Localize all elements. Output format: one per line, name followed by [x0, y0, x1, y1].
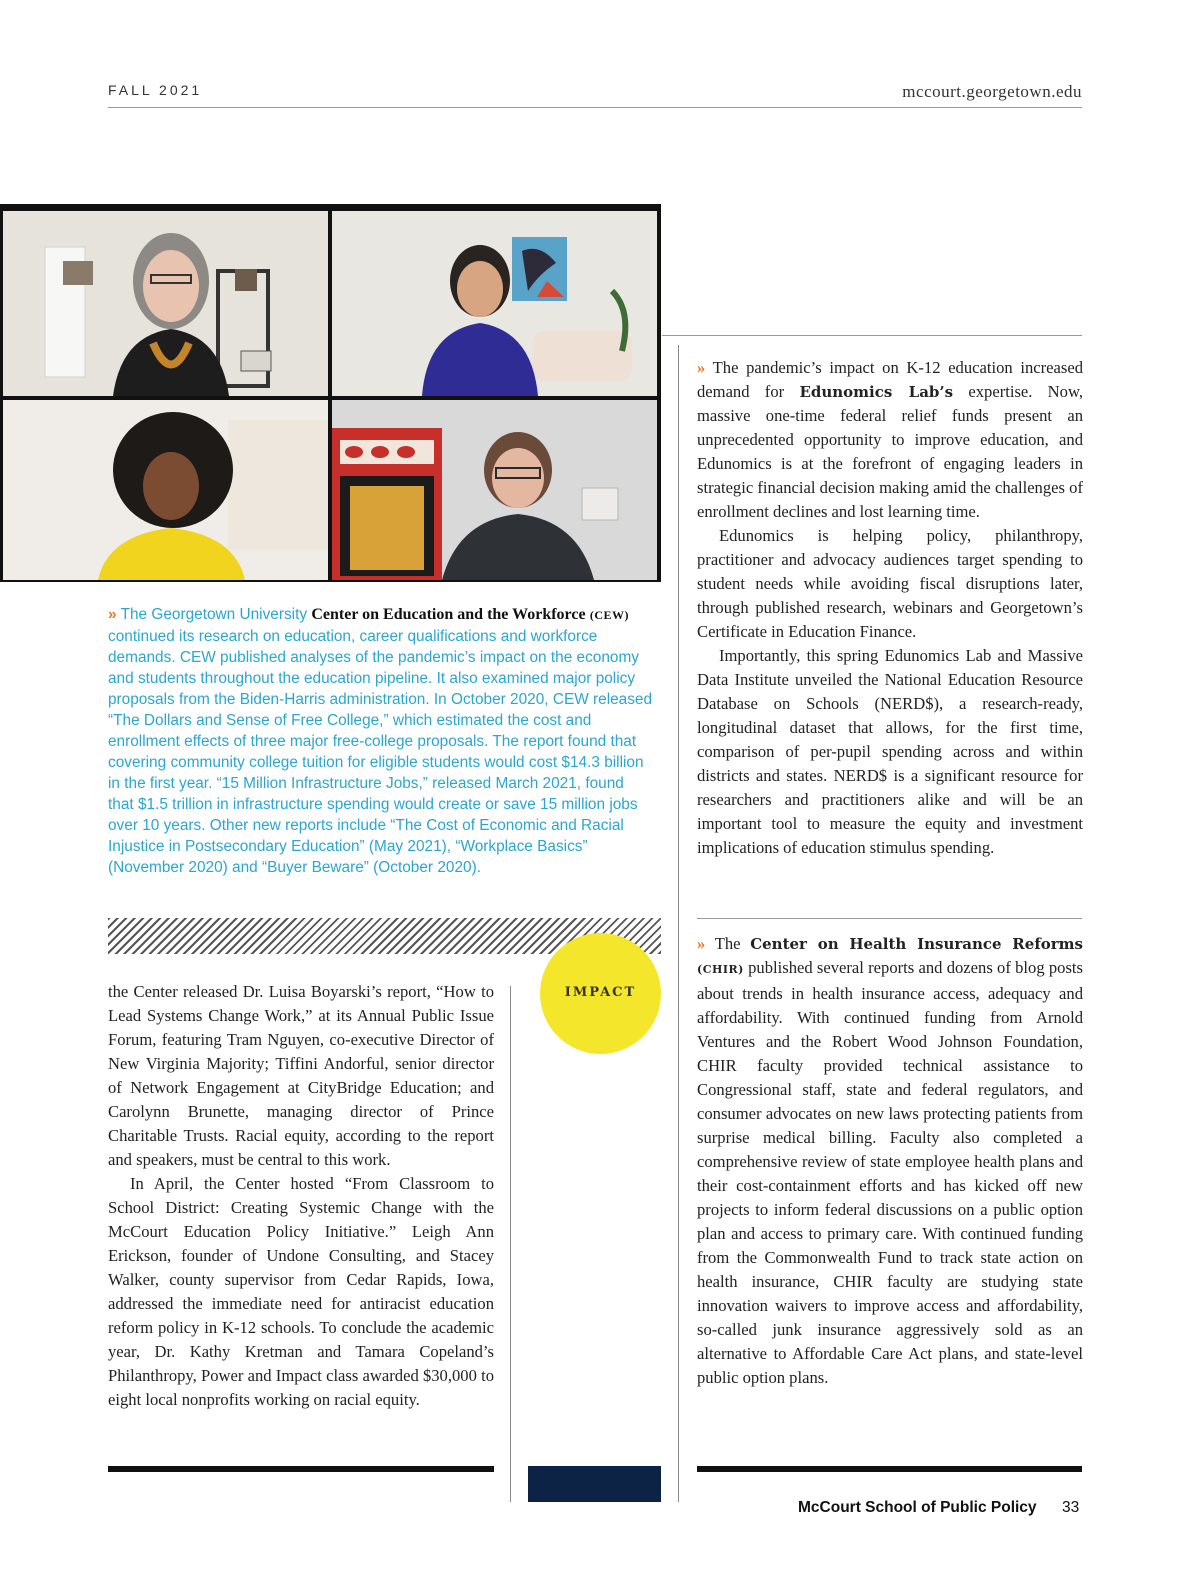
edunomics-paragraph-2: Edunomics is helping policy, philanthropy, practitioner and advocacy audiences target spending to student needs while avoiding fiscal disruptions later, through published research, webinars and Georgetown’s Certificate in Education Finance. — [697, 526, 1083, 641]
video-tile-participant-1 — [3, 211, 328, 396]
left-column — [108, 980, 494, 1412]
video-tile-participant-4 — [332, 400, 657, 580]
video-tile-participant-3 — [3, 400, 328, 580]
footer-school-name: McCourt School of Public Policy — [798, 1499, 1037, 1516]
chir-section — [697, 932, 1083, 1390]
caption-org-abbr: (CEW) — [589, 608, 630, 622]
header-rule — [108, 107, 1082, 108]
footer-bar-left — [108, 1466, 494, 1472]
chir-body: published several reports and dozens of blog posts about trends in health insurance access, adequacy and affordability. With continued funding from Arnold Ventures and the Robert Wood Johnson Foundation, CHIR faculty provided technical assistance to Congressional staff, state and federal regulators, and consumer advocates on new laws protecting patients from surprise medical billing. Faculty also completed a comprehensive review of state employee health plans and their cost-containment efforts and has kicked off new projects to inform federal discussions on a public option plan and access to primary care. With continued funding from the Commonwealth Fund to track state action on health insurance, CHIR faculty are studying state innovation waivers to improve access and affordability, so-called junk insurance aggressively sold as an alternative to Affordable Care Act plans, and state-level public option plans. — [697, 958, 1083, 1387]
edunomics-lead-end: expertise. Now, massive one-time federal relief funds present an unprecedented opportunity to improve education, and Edunomics is at the forefront of engaging leaders in strategic financial decision making amid the challenges of enrollment declines and lost learning time. — [697, 382, 1084, 521]
left-paragraph-1: the Center released Dr. Luisa Boyarski’s report, “How to Lead Systems Change Work,” at its Annual Public Issue Forum, featuring Tram Nguyen, co-executive Director of New Virginia Majority; Tiffini Andorful, senior director of Network Engagement at CityBridge Education; and Carolynn Brunette, managing director of Prince Charitable Trusts. Racial equity, according to the report and speakers, must be central to this work. — [108, 982, 494, 1169]
website-url: mccourt.georgetown.edu — [902, 82, 1082, 101]
impact-label: IMPACT — [564, 984, 637, 1000]
caption-lead: The Georgetown University — [120, 606, 308, 623]
left-paragraph-2: In April, the Center hosted “From Classroom to School District: Creating Systemic Change with the McCourt Education Policy Initiative.” Leigh Ann Erickson, founder of Undone Consulting, and Stacey Walker, county supervisor from Cedar Rapids, Iowa, addressed the immediate need for antiracist education reform policy in K-12 schools. To conclude the academic year, Dr. Kathy Kretman and Tamara Copeland’s Philanthropy, Power and Impact class awarded $30,000 to eight local nonprofits working on racial equity. — [108, 1174, 494, 1409]
impact-badge — [540, 933, 661, 1054]
right-column-mid-rule — [697, 918, 1082, 919]
video-tile-participant-2 — [332, 211, 657, 396]
column-rule-right — [678, 345, 679, 1502]
edunomics-paragraph-3: Importantly, this spring Edunomics Lab and Massive Data Institute unveiled the National Education Resource Database on Schools (NERD$), a research-ready, longitudinal dataset that allows, for the first time, comparison of per-pupil spending across and within districts and states. NERD$ is a significant resource for researchers and practitioners alike and will be an important tool to measure the equity and investment implications of education stimulus spending. — [697, 646, 1083, 857]
chevron-icon: » — [697, 934, 706, 953]
chir-lead: The — [714, 934, 741, 953]
issue-label: FALL 2021 — [108, 82, 203, 98]
caption-body: continued its research on education, career qualifications and workforce demands. CEW published analyses of the pandemic’s impact on the economy and students throughout the education pipeline. It also examined major policy proposals from the Biden-Harris administration. In October 2020, CEW released “The Dollars and Sense of Free College,” which estimated the cost and enrollment effects of three major free-college proposals. The report found that covering community college tuition for eligible students would cost $14.3 billion in the first year. “15 Million Infrastructure Jobs,” released March 2021, found that $1.5 trillion in infrastructure spending would create or save 15 million jobs over 10 years. Other new reports include “The Cost of Economic and Racial Injustice in Postsecondary Education” (May 2021), “Workplace Basics” (November 2020) and “Buyer Beware” (October 2020). — [108, 628, 653, 876]
right-column-top-rule — [662, 335, 1082, 336]
footer-bar-right — [697, 1466, 1082, 1472]
photo-caption — [108, 604, 653, 878]
chir-org-abbr: (CHIR) — [697, 963, 744, 976]
edunomics-org-name: Edunomics Lab’s — [799, 383, 954, 401]
edunomics-section — [697, 356, 1083, 860]
footer-navy-block — [528, 1466, 661, 1502]
chevron-icon: » — [108, 606, 117, 623]
column-rule-left — [510, 986, 511, 1502]
chevron-icon: » — [697, 358, 706, 377]
page-number: 33 — [1062, 1499, 1080, 1516]
caption-org-name: Center on Education and the Workforce — [311, 606, 586, 623]
chir-org-name: Center on Health Insurance Reforms — [750, 935, 1083, 953]
video-call-photo — [0, 204, 661, 582]
edunomics-lead: The pandemic’s impact on K-12 education increased demand for — [697, 358, 1084, 401]
